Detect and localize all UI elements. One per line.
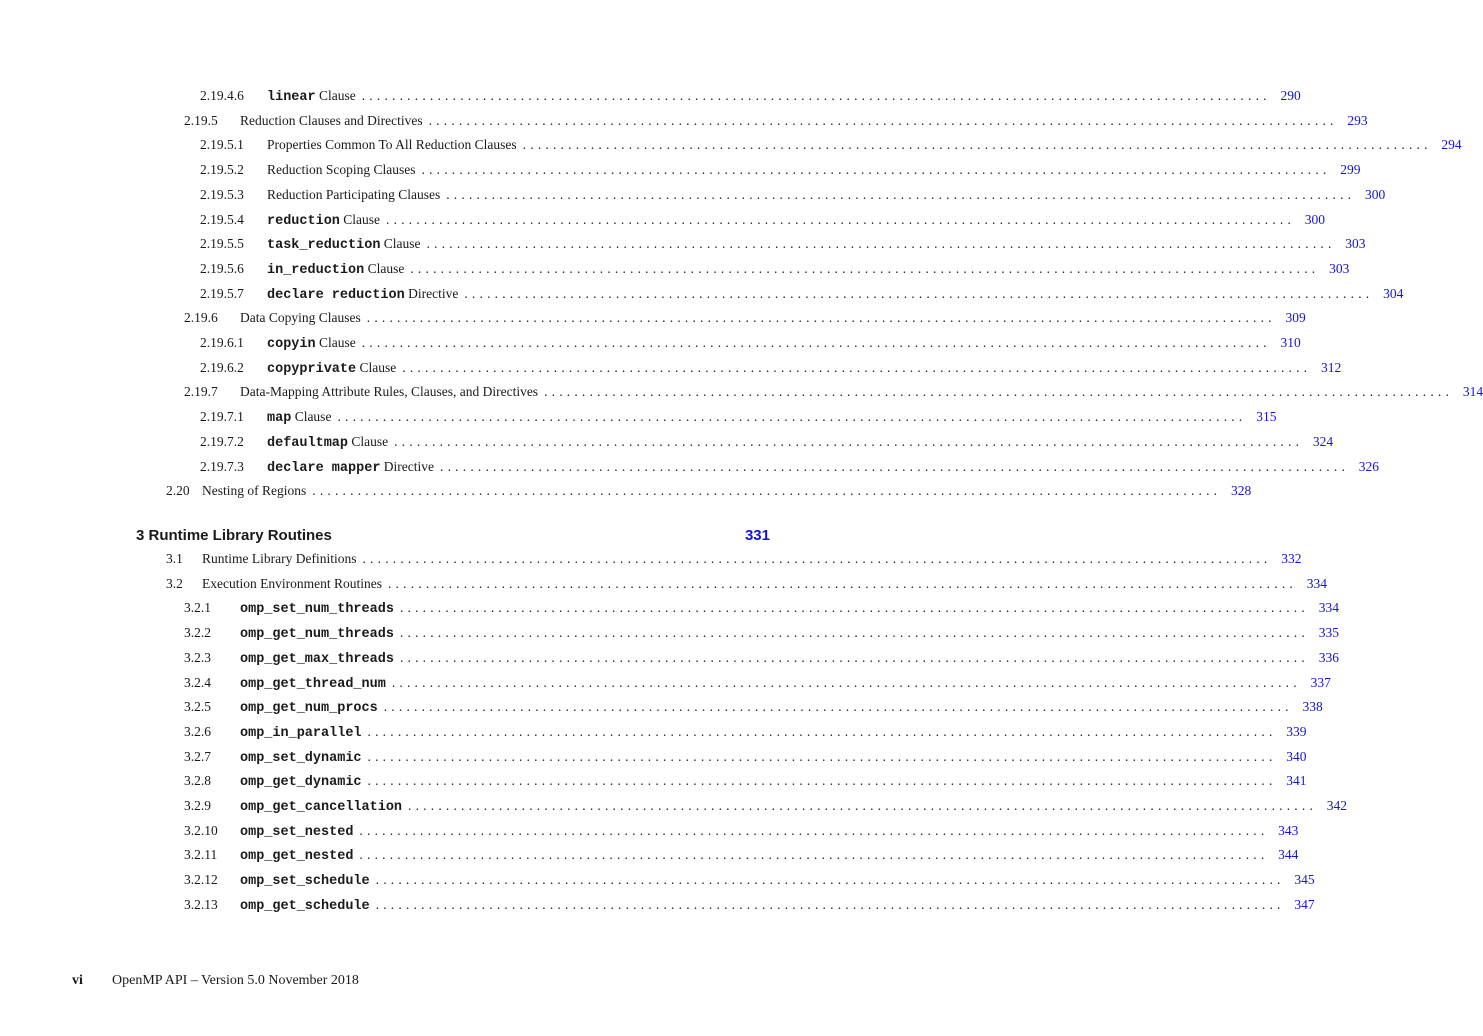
toc-entry-code: omp_get_schedule bbox=[240, 898, 370, 914]
toc-entry-number: 2.19.5.4 bbox=[200, 211, 244, 227]
toc-entry[interactable] bbox=[184, 112, 1368, 133]
toc-entry-text: Reduction Clauses and Directives bbox=[240, 112, 423, 128]
toc-entry-text: Reduction Participating Clauses bbox=[267, 186, 441, 202]
toc-entry[interactable] bbox=[200, 335, 1301, 355]
toc-entry-page-link[interactable]: 326 bbox=[1358, 458, 1380, 474]
toc-entry[interactable] bbox=[184, 625, 1339, 645]
dot-leader: ........................................................................................................................ bbox=[366, 310, 1276, 326]
toc-entry-code: map bbox=[267, 411, 292, 427]
toc-entry-text: Execution Environment Routines bbox=[202, 575, 382, 591]
toc-entry-number: 3.2.6 bbox=[184, 723, 211, 739]
toc-entry[interactable] bbox=[166, 551, 1302, 571]
toc-entry-page-link[interactable]: 303 bbox=[1329, 260, 1350, 276]
toc-entry-page-link[interactable]: 314 bbox=[1462, 384, 1483, 400]
toc-entry[interactable] bbox=[200, 236, 1366, 256]
toc-entry-code: omp_set_schedule bbox=[240, 874, 370, 890]
chapter-page-link[interactable]: 331 bbox=[744, 527, 770, 544]
dot-leader: ........................................................................................................................ bbox=[446, 186, 1356, 202]
dot-leader: ........................................................................................................................ bbox=[522, 137, 1432, 153]
toc-entry-text: Directive bbox=[404, 285, 459, 301]
toc-entry-text: Clause bbox=[291, 409, 332, 425]
toc-entry-code: omp_get_num_procs bbox=[240, 701, 378, 717]
toc-entry-text: Clause bbox=[315, 335, 356, 350]
toc-entry-page-link[interactable]: 343 bbox=[1278, 822, 1299, 838]
toc-entry-number: 3.1 bbox=[166, 551, 183, 566]
toc-entry-page-link[interactable]: 342 bbox=[1326, 798, 1348, 813]
dot-leader: ........................................................................................................................ bbox=[410, 260, 1320, 276]
toc-entry-text: Reduction Scoping Clauses bbox=[267, 162, 416, 178]
chapter-title bbox=[136, 527, 745, 544]
toc-entry-title bbox=[240, 749, 362, 766]
toc-entry-title bbox=[240, 724, 362, 741]
toc-entry-code: omp_get_dynamic bbox=[240, 775, 362, 791]
toc-entry-code: in_reduction bbox=[267, 262, 365, 278]
dot-leader: ........................................................................................................................ bbox=[440, 458, 1350, 474]
toc-entry[interactable] bbox=[200, 285, 1404, 306]
page-footer bbox=[72, 973, 359, 989]
toc-entry-text: Runtime Library Definitions bbox=[202, 551, 357, 566]
toc-entry-code: omp_get_thread_num bbox=[240, 676, 386, 692]
toc-entry-number: 3.2.9 bbox=[184, 798, 211, 813]
toc-entry-text: Directive bbox=[380, 458, 435, 474]
dot-leader: ........................................................................................................................ bbox=[359, 822, 1269, 838]
toc-entry-number: 3.2.11 bbox=[184, 847, 218, 863]
toc-entry-title bbox=[240, 773, 362, 790]
dot-leader: ........................................................................................................................ bbox=[359, 847, 1269, 863]
dot-leader: ........................................................................................................................ bbox=[399, 600, 1309, 616]
toc-entry-title bbox=[240, 872, 370, 889]
toc-entry-page-link[interactable]: 290 bbox=[1280, 88, 1301, 103]
toc-entry-page-link[interactable]: 336 bbox=[1318, 649, 1339, 665]
toc-entry-title bbox=[267, 187, 440, 203]
dot-leader: ........................................................................................................................ bbox=[402, 359, 1312, 375]
toc-entry-title bbox=[267, 137, 517, 153]
dot-leader: ........................................................................................................................ bbox=[394, 433, 1304, 449]
toc-entry-text: Nesting of Regions bbox=[202, 483, 307, 499]
toc-entry-page-link[interactable]: 315 bbox=[1256, 409, 1277, 425]
dot-leader: ........................................................................................................................ bbox=[312, 483, 1222, 499]
toc-entry-code: omp_get_num_threads bbox=[240, 627, 394, 643]
toc-entry-title bbox=[267, 236, 421, 253]
toc-entry-text: Clause bbox=[356, 359, 397, 375]
toc-entry-text: Data-Mapping Attribute Rules, Clauses, and Directives bbox=[240, 384, 539, 400]
toc-entry-title bbox=[240, 625, 394, 642]
toc-entry[interactable] bbox=[184, 748, 1307, 769]
toc-entry-page-link[interactable]: 309 bbox=[1285, 310, 1306, 326]
toc-entry[interactable] bbox=[166, 575, 1327, 596]
toc-entry-page-link[interactable]: 300 bbox=[1364, 186, 1386, 202]
toc-entry-text: Clause bbox=[348, 433, 389, 449]
toc-entry-title bbox=[202, 483, 306, 499]
toc-entry[interactable] bbox=[184, 384, 1483, 404]
toc-entry-page-link[interactable]: 344 bbox=[1278, 847, 1299, 863]
toc-entry-page-link[interactable]: 337 bbox=[1310, 674, 1331, 690]
toc-entry-title bbox=[240, 823, 353, 840]
dot-leader: ........................................................................................................................ bbox=[383, 699, 1293, 715]
dot-leader: ........................................................................................................................ bbox=[544, 384, 1454, 400]
toc-entry-title bbox=[267, 459, 434, 476]
toc-entry-title bbox=[267, 434, 388, 451]
toc-entry-title bbox=[202, 576, 382, 592]
dot-leader: ........................................................................................................................ bbox=[375, 872, 1285, 888]
toc-entry-number: 3.2.7 bbox=[184, 748, 211, 764]
toc-entry-title bbox=[267, 162, 416, 178]
toc-entry[interactable] bbox=[184, 847, 1299, 867]
dot-leader: ........................................................................................................................ bbox=[337, 409, 1247, 425]
toc-entry-number: 2.19.7 bbox=[184, 384, 218, 400]
toc-entry[interactable] bbox=[184, 798, 1348, 818]
toc-entry-code: omp_in_parallel bbox=[240, 725, 362, 741]
dot-leader: ........................................................................................................................ bbox=[408, 798, 1318, 813]
toc-entry-number: 2.19.4.6 bbox=[200, 88, 244, 103]
dot-leader: ........................................................................................................................ bbox=[367, 748, 1277, 764]
toc-entry-code: reduction bbox=[267, 213, 340, 229]
toc-entry-page-link[interactable]: 328 bbox=[1231, 483, 1252, 499]
toc-entry-title bbox=[240, 699, 378, 716]
toc-entry-title bbox=[267, 335, 356, 352]
toc-entry-title bbox=[240, 847, 353, 864]
toc-entry-code: omp_get_cancellation bbox=[240, 800, 403, 815]
dot-leader: ........................................................................................................................ bbox=[386, 211, 1296, 227]
chapter-number: 3 bbox=[136, 527, 145, 544]
toc-entry-text: Clause bbox=[339, 211, 381, 227]
dot-leader: ........................................................................................................................ bbox=[426, 236, 1336, 252]
toc-entry-number: 2.19.6.2 bbox=[200, 359, 244, 375]
toc-entry[interactable] bbox=[200, 211, 1326, 232]
toc-entry[interactable] bbox=[184, 649, 1339, 670]
toc-entry[interactable] bbox=[166, 483, 1252, 503]
toc-entry[interactable] bbox=[184, 872, 1315, 892]
toc-entry-number: 2.19.7.3 bbox=[200, 458, 244, 474]
toc-entry[interactable] bbox=[200, 409, 1277, 429]
toc-entry-number: 2.19.5.5 bbox=[200, 236, 244, 252]
footer-text: OpenMP API – Version 5.0 November 2018 bbox=[112, 973, 359, 988]
toc-entry-page-link[interactable]: 334 bbox=[1318, 600, 1339, 616]
dot-leader: ........................................................................................................................ bbox=[421, 162, 1331, 178]
toc-entry-code: defaultmap bbox=[267, 435, 349, 451]
toc-entry-page-link[interactable]: 324 bbox=[1312, 433, 1334, 449]
toc-entry[interactable] bbox=[184, 723, 1307, 744]
toc-entry-number: 3.2.1 bbox=[184, 600, 211, 616]
toc-entry[interactable] bbox=[184, 773, 1307, 793]
toc-entry-code: omp_set_num_threads bbox=[240, 602, 394, 618]
toc-entry-code: omp_get_nested bbox=[240, 849, 354, 865]
toc-entry-page-link[interactable]: 299 bbox=[1340, 162, 1361, 178]
toc-entry-title bbox=[267, 360, 396, 377]
toc-entry-number: 3.2.3 bbox=[184, 649, 211, 665]
toc-entry[interactable] bbox=[200, 359, 1342, 380]
toc-entry-page-link[interactable]: 341 bbox=[1286, 773, 1307, 789]
dot-leader: ........................................................................................................................ bbox=[361, 335, 1271, 350]
dot-leader: ........................................................................................................................ bbox=[362, 551, 1272, 566]
toc-entry-title bbox=[267, 212, 380, 229]
toc-entry[interactable] bbox=[184, 896, 1315, 917]
toc-entry[interactable] bbox=[200, 260, 1350, 281]
toc-entry-code: omp_set_dynamic bbox=[240, 750, 362, 766]
toc-entry-code: linear bbox=[267, 90, 316, 105]
toc-entry-number: 3.2.4 bbox=[184, 674, 211, 690]
toc-entry-number: 2.19.6 bbox=[184, 310, 218, 326]
toc-entry-number: 2.19.5.1 bbox=[200, 137, 244, 153]
toc-entry-number: 3.2 bbox=[166, 575, 183, 591]
toc-entry-title bbox=[240, 650, 394, 667]
toc-entry-page-link[interactable]: 293 bbox=[1347, 112, 1368, 128]
dot-leader: ........................................................................................................................ bbox=[428, 112, 1338, 128]
toc-entry-page-link[interactable]: 334 bbox=[1306, 575, 1327, 591]
toc-entry-number: 3.2.12 bbox=[184, 872, 218, 888]
toc-entry[interactable] bbox=[200, 433, 1334, 454]
toc-entry-number: 3.2.2 bbox=[184, 625, 211, 641]
toc-entry-text: Clause bbox=[315, 88, 356, 103]
toc-entry[interactable] bbox=[184, 600, 1339, 620]
footer-page-number: vi bbox=[72, 973, 83, 988]
dot-leader: ........................................................................................................................ bbox=[391, 674, 1301, 690]
chapter-name: Runtime Library Routines bbox=[148, 527, 332, 544]
toc-entry-text: Data Copying Clauses bbox=[240, 310, 361, 326]
toc-entry-code: copyin bbox=[267, 337, 316, 352]
toc-entry-number: 2.19.7.1 bbox=[200, 409, 244, 425]
toc-entry-page-link[interactable]: 294 bbox=[1441, 137, 1462, 153]
toc-entry-title bbox=[267, 409, 331, 426]
toc-entry-text: Clause bbox=[364, 260, 405, 276]
toc-entry-code: omp_set_nested bbox=[240, 824, 354, 840]
toc-entry-title bbox=[267, 88, 356, 105]
toc-entry[interactable] bbox=[200, 186, 1386, 207]
toc-entry-title bbox=[240, 113, 423, 129]
toc-entry-code: task_reduction bbox=[267, 238, 381, 254]
toc-entry-page-link[interactable]: 300 bbox=[1304, 211, 1326, 227]
toc-entry-page-link[interactable]: 347 bbox=[1294, 896, 1315, 912]
toc-entry-title bbox=[240, 897, 370, 914]
toc-entry[interactable] bbox=[184, 699, 1323, 719]
toc-entry-number: 3.2.13 bbox=[184, 896, 218, 912]
toc-entry-number: 2.19.5 bbox=[184, 112, 218, 128]
toc-entry-title bbox=[267, 261, 404, 278]
toc-entry[interactable] bbox=[184, 822, 1299, 843]
toc-entry-title bbox=[267, 286, 458, 303]
toc-entry-number: 2.19.7.2 bbox=[200, 433, 244, 449]
dot-leader: ........................................................................................................................ bbox=[399, 649, 1309, 665]
toc-entry-page-link[interactable]: 303 bbox=[1345, 236, 1366, 252]
toc-entry-title bbox=[240, 600, 394, 617]
toc-entry[interactable] bbox=[200, 88, 1301, 108]
dot-leader: ........................................................................................................................ bbox=[375, 896, 1285, 912]
toc-entry-text: Properties Common To All Reduction Clauses bbox=[267, 137, 517, 153]
toc-entry-title bbox=[202, 551, 356, 567]
toc-entry-page-link[interactable]: 304 bbox=[1383, 285, 1404, 301]
toc-entry-page-link[interactable]: 340 bbox=[1286, 748, 1307, 764]
toc-entry-number: 2.19.5.6 bbox=[200, 260, 244, 276]
toc-entry-number: 3.2.8 bbox=[184, 773, 211, 789]
toc-entry-text: Clause bbox=[380, 236, 421, 252]
toc-entry-number: 3.2.5 bbox=[184, 699, 211, 715]
dot-leader: ........................................................................................................................ bbox=[367, 723, 1277, 739]
toc-entry-number: 2.19.5.3 bbox=[200, 186, 244, 202]
toc-entry-number: 2.19.5.2 bbox=[200, 162, 244, 178]
dot-leader: ........................................................................................................................ bbox=[399, 625, 1309, 641]
toc-entry[interactable] bbox=[200, 162, 1361, 182]
toc-entry-number: 2.19.5.7 bbox=[200, 285, 244, 301]
toc-entry[interactable] bbox=[184, 674, 1331, 695]
toc-entry-code: omp_get_max_threads bbox=[240, 651, 394, 667]
toc-entry-title bbox=[240, 310, 361, 326]
dot-leader: ........................................................................................................................ bbox=[464, 285, 1374, 301]
dot-leader: ........................................................................................................................ bbox=[387, 575, 1297, 591]
toc-entry-code: declare mapper bbox=[267, 460, 381, 476]
toc-entry[interactable] bbox=[200, 458, 1380, 479]
toc-entry-code: declare reduction bbox=[267, 287, 405, 303]
toc-entry-page-link[interactable]: 335 bbox=[1318, 625, 1339, 641]
toc-entry-page-link[interactable]: 332 bbox=[1281, 551, 1302, 566]
toc-entry-page-link[interactable]: 338 bbox=[1302, 699, 1323, 715]
toc-entry-page-link[interactable]: 339 bbox=[1286, 723, 1307, 739]
toc-entry-number: 2.20 bbox=[166, 483, 190, 499]
toc-entry[interactable] bbox=[184, 310, 1306, 330]
dot-leader: ........................................................................................................................ bbox=[361, 88, 1271, 103]
toc-entry-page-link[interactable]: 345 bbox=[1294, 872, 1315, 888]
toc-entry-page-link[interactable]: 312 bbox=[1321, 359, 1342, 375]
toc-entry-page-link[interactable]: 310 bbox=[1280, 335, 1301, 350]
toc-entry-number: 2.19.6.1 bbox=[200, 335, 244, 350]
toc-entry-title bbox=[240, 798, 402, 815]
chapter-heading[interactable] bbox=[136, 527, 770, 544]
toc-entry-code: copyprivate bbox=[267, 361, 357, 377]
toc-entry-title bbox=[240, 675, 386, 692]
toc-entry-number: 3.2.10 bbox=[184, 822, 218, 838]
toc-entry[interactable] bbox=[200, 137, 1462, 157]
toc-entry-title bbox=[240, 384, 538, 400]
dot-leader: ........................................................................................................................ bbox=[367, 773, 1277, 789]
